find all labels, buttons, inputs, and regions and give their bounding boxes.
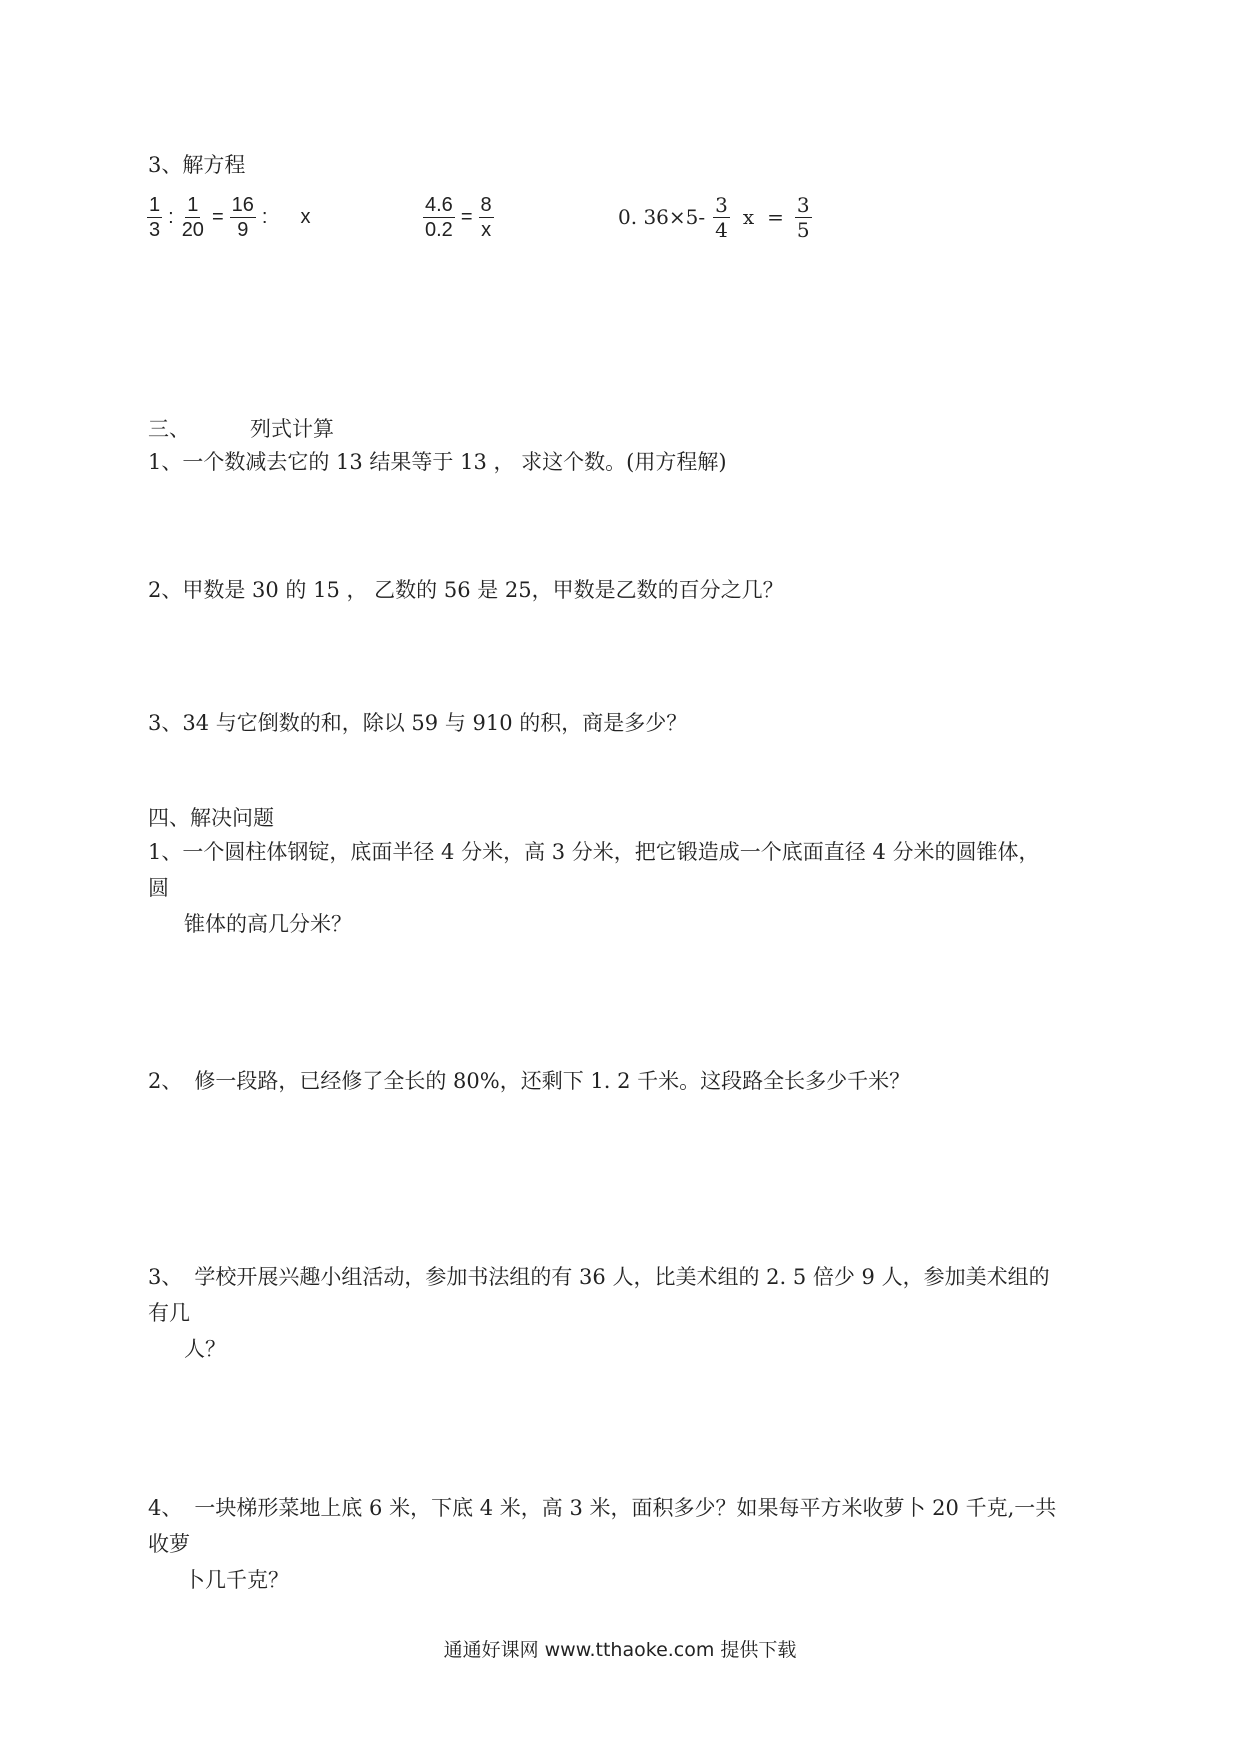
fraction [713, 193, 730, 242]
question-number: 4、 [148, 1496, 183, 1520]
variable: x [300, 205, 311, 228]
question-number: 2、 [148, 1069, 183, 1093]
denominator: x [481, 218, 492, 241]
fraction [180, 193, 206, 242]
question-3-2: 2、甲数是 30 的 15 ， 乙数的 56 是 25，甲数是乙数的百分之几？ [148, 578, 784, 602]
fraction [423, 193, 455, 242]
question-text-continued: 卜几千克？ [184, 1568, 289, 1592]
denominator: 4 [715, 217, 728, 242]
numerator: 1 [187, 193, 199, 216]
question-text: 一个圆柱体钢锭，底面半径 4 分米，高 3 分米，把它锻造成一个底面直径 4 分米的圆锥体，圆 [148, 840, 1040, 900]
question-3-3: 3、34 与它倒数的和，除以 59 与 910 的积，商是多少？ [148, 711, 688, 735]
question-text-continued: 人？ [184, 1337, 226, 1361]
operator: : [261, 205, 268, 228]
part-number: 三、 [148, 417, 190, 441]
denominator: 20 [181, 218, 204, 241]
question-text-continued: 锥体的高几分米？ [184, 912, 352, 936]
part-title: 列式计算 [250, 417, 334, 441]
numerator: 1 [149, 193, 161, 216]
fraction [147, 193, 162, 242]
numerator: 4.6 [425, 193, 453, 216]
question-4-4 [148, 1490, 1058, 1598]
operator: = [211, 205, 224, 228]
footer-source-note: 通通好课网 www.tthaoke.com 提供下载 [443, 1639, 797, 1661]
part-heading-problems: 四、解决问题 [148, 806, 274, 830]
numerator: 16 [231, 193, 254, 216]
fraction [795, 193, 812, 242]
part-heading-calculation [148, 414, 334, 444]
question-number: 3、 [148, 1265, 183, 1289]
question-4-2 [148, 1063, 1058, 1099]
expression-prefix: 0. 36×5- [618, 205, 706, 229]
variable: x [742, 205, 755, 229]
denominator: 0.2 [425, 218, 453, 241]
operator: = [460, 205, 473, 228]
section-title-solve-equations: 3、解方程 [148, 153, 246, 177]
denominator: 9 [237, 218, 249, 241]
operator: : [168, 205, 174, 228]
denominator: 5 [796, 217, 810, 242]
fraction [230, 193, 256, 242]
question-text: 修一段路，已经修了全长的 80%，还剩下 1. 2 千米。这段路全长多少千米？ [194, 1069, 911, 1093]
question-text: 学校开展兴趣小组活动，参加书法组的有 36 人，比美术组的 2. 5 倍少 9 人，参加美术组的有几 [148, 1265, 1050, 1325]
fraction [479, 193, 494, 242]
question-number: 1、 [148, 840, 183, 864]
operator: = [767, 205, 784, 229]
numerator: 3 [715, 192, 728, 217]
question-3-1: 1、一个数减去它的 13 结果等于 13 ， 求这个数。(用方程解) [148, 450, 727, 474]
equation-1 [144, 185, 310, 249]
question-4-1 [148, 834, 1058, 942]
question-4-3 [148, 1259, 1058, 1367]
equation-2 [420, 185, 497, 249]
denominator: 3 [149, 218, 161, 241]
question-text: 一块梯形菜地上底 6 米，下底 4 米，高 3 米，面积多少？如果每平方米收萝卜 20 千克,一共收萝 [148, 1496, 1057, 1556]
numerator: 3 [796, 192, 810, 217]
numerator: 8 [480, 193, 492, 216]
equation-3 [618, 185, 815, 249]
